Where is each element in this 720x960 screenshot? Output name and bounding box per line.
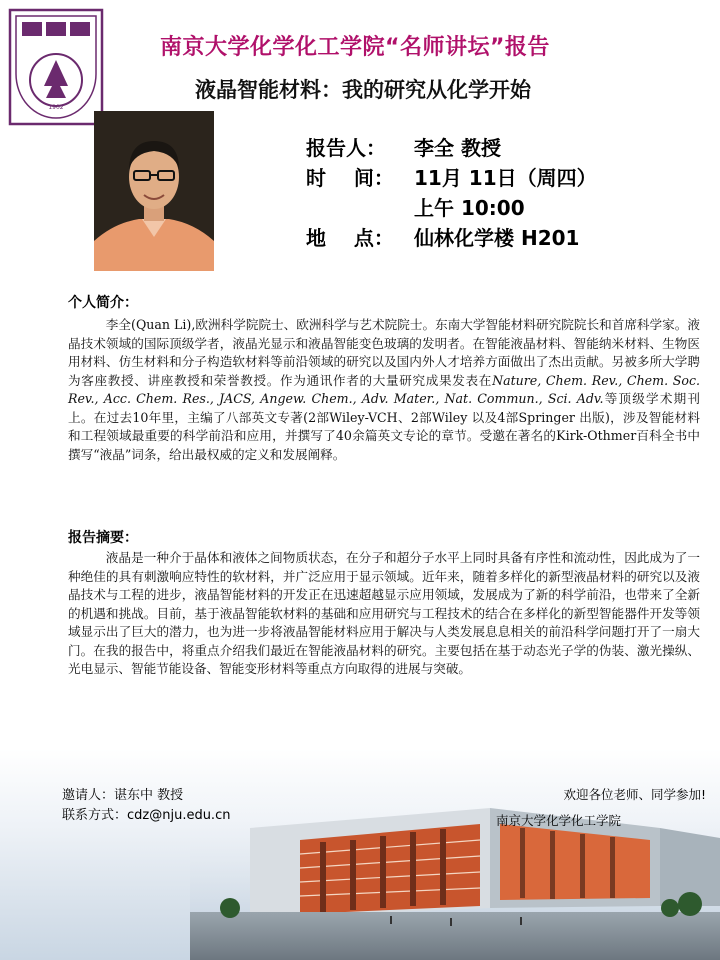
contact-block [62, 786, 230, 826]
inviter-line: 邀请人：谌东中 教授 [62, 788, 184, 803]
logo-year: 1902 [48, 104, 64, 111]
school-name: 南京大学化学化工学院 [496, 813, 622, 828]
talk-title: 液晶智能材料：我的研究从化学开始 [195, 78, 531, 102]
date-value: 11月 11日（周四） [414, 166, 597, 190]
time-row-2 [306, 193, 706, 223]
place-label: 地 点： [306, 226, 394, 250]
contact-email-line: 联系方式：cdz@nju.edu.cn [62, 808, 231, 823]
bio-journals: Nature, Chem. Rev., Chem. Soc. Rev., Acc. Chem. Res., JACS, Angew. Chem., Adv. Mater., Nat. Commun., Sci. Adv. [68, 372, 701, 406]
university-seal-logo [8, 8, 104, 126]
speaker-label: 报告人： [306, 136, 386, 160]
bio-text-a: 李全(Quan Li),欧洲科学院院士、欧洲科学与艺术院院士。东南大学智能材料研究院院长和首席科学家。液晶技术领域的国际顶级学者，液晶光显示和液晶智能变色玻璃的发明者。在智能液晶材料、智能纳米材料、生物医用材料、仿生材料和分子构造软材料等前沿领域的研究以及国内外人才培养方面做出了杰出贡献。另被多所大学聘为客座教授、讲座教授和荣誉教授。作为通讯作者的大量研究成果发表在 [68, 317, 700, 388]
place-row [306, 223, 706, 253]
place-value: 仙林化学楼 H201 [414, 226, 580, 250]
bio-paragraph [68, 316, 700, 464]
time-row [306, 163, 706, 193]
speaker-value: 李全 教授 [414, 136, 501, 160]
abstract-heading: 报告摘要： [68, 530, 138, 546]
welcome-block [476, 782, 706, 834]
event-info-block [306, 133, 706, 253]
event-title: 南京大学化学化工学院“名师讲坛”报告 [160, 35, 550, 60]
welcome-text: 欢迎各位老师、同学参加! [563, 787, 706, 802]
time-label: 时 间： [306, 166, 394, 190]
bio-heading: 个人简介： [68, 295, 138, 311]
time-value: 上午 10:00 [414, 196, 525, 220]
bio-text-b: 等顶级学术期刊上。在过去10年里，主编了八部英文专著(2部Wiley-VCH、2部Wiley 以及4部Springer 出版)，涉及智能材料和工程领域最重要的科学前沿和应用，并撰写了40余篇英文专论的章节。受邀在著名的Kirk-Othmer百科全书中撰写“液晶”词条，给出最权威的定义和发展阐释。 [68, 391, 701, 462]
time-spacer [306, 193, 414, 223]
speaker-portrait-photo [94, 111, 214, 271]
abstract-paragraph: 液晶是一种介于晶体和液体之间物质状态，在分子和超分子水平上同时具备有序性和流动性，因此成为了一种绝佳的具有刺激响应特性的软材料，并广泛应用于显示领域。近年来，随着多样化的新型液晶材料的研究以及液晶技术与工程的进步，液晶智能材料的开发正在迅速超越显示应用领域，发展成为了新的科学前沿，也带来了全新的机遇和挑战。目前，基于液晶智能软材料的基础和应用研究与工程技术的结合在多样化的新型智能器件开发等领域显示出了巨大的潜力，也为进一步将液晶智能材料应用于解决与人类发展息息相关的前沿科学问题打开了一扇大门。在我的报告中，将重点介绍我们最近在智能液晶材料的研究。主要包括在基于动态光子学的伪装、激光操纵、光电显示、智能节能设备、智能变形材料等重点方向取得的进展与突破。 [68, 550, 700, 676]
speaker-row [306, 133, 706, 163]
